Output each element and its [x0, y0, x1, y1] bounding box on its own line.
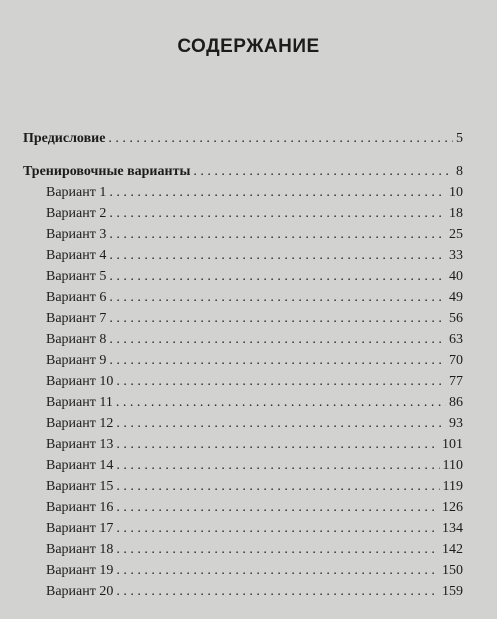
dot-leader: [116, 434, 439, 455]
toc-entry-variant[interactable]: [23, 455, 463, 476]
toc-entry-variant[interactable]: [23, 371, 463, 392]
toc-entry-label: Вариант 2: [46, 206, 107, 221]
toc-entry-label: Вариант 11: [46, 395, 113, 410]
toc-entry-variant[interactable]: [23, 476, 463, 497]
page-title: СОДЕРЖАНИЕ: [177, 36, 320, 57]
toc-entry-page: 63: [449, 332, 463, 347]
table-of-contents: [23, 128, 463, 602]
toc-entry-page: 40: [449, 269, 463, 284]
dot-leader: [116, 476, 439, 497]
dot-leader: [109, 203, 446, 224]
toc-entry-page: 18: [449, 206, 463, 221]
toc-entry-label: Вариант 4: [46, 248, 107, 263]
toc-entry-variant[interactable]: [23, 560, 463, 581]
toc-entry-variant[interactable]: [23, 245, 463, 266]
toc-entry-label: Вариант 18: [46, 542, 114, 557]
dot-leader: [116, 371, 446, 392]
toc-entry-label: Вариант 14: [46, 458, 114, 473]
toc-entry-page: 93: [449, 416, 463, 431]
toc-entry-page: 77: [449, 374, 463, 389]
toc-entry-page: 5: [456, 131, 463, 146]
toc-entry-label: Тренировочные варианты: [23, 164, 191, 179]
dot-leader: [109, 245, 446, 266]
dot-leader: [109, 266, 446, 287]
dot-leader: [109, 350, 446, 371]
toc-entry-label: Вариант 10: [46, 374, 114, 389]
toc-entry-variant[interactable]: [23, 266, 463, 287]
toc-entry-variant[interactable]: [23, 497, 463, 518]
toc-entry-page: 70: [449, 353, 463, 368]
toc-entry-page: 25: [449, 227, 463, 242]
toc-entry-variant[interactable]: [23, 434, 463, 455]
toc-entry-variant[interactable]: [23, 182, 463, 203]
toc-entry-label: Вариант 3: [46, 227, 107, 242]
dot-leader: [116, 560, 439, 581]
dot-leader: [116, 539, 439, 560]
toc-entry-variant[interactable]: [23, 518, 463, 539]
toc-entry-page: 49: [449, 290, 463, 305]
toc-entry-label: Вариант 17: [46, 521, 114, 536]
toc-entry-label: Вариант 12: [46, 416, 114, 431]
toc-entry-variant[interactable]: [23, 287, 463, 308]
dot-leader: [109, 182, 446, 203]
toc-entry-page: 56: [449, 311, 463, 326]
toc-entry-variant[interactable]: [23, 329, 463, 350]
dot-leader: [109, 329, 446, 350]
toc-entry-section[interactable]: [23, 161, 463, 182]
variant-list: [23, 182, 463, 602]
toc-entry-preface[interactable]: [23, 128, 463, 149]
dot-leader: [116, 455, 439, 476]
toc-entry-page: 86: [449, 395, 463, 410]
dot-leader: [193, 161, 453, 182]
toc-entry-label: Вариант 20: [46, 584, 114, 599]
toc-entry-label: Вариант 7: [46, 311, 107, 326]
toc-entry-page: 101: [442, 437, 463, 452]
dot-leader: [116, 413, 446, 434]
dot-leader: [116, 497, 439, 518]
toc-entry-label: Вариант 9: [46, 353, 107, 368]
toc-entry-page: 8: [456, 164, 463, 179]
toc-entry-label: Вариант 1: [46, 185, 107, 200]
toc-entry-variant[interactable]: [23, 308, 463, 329]
dot-leader: [116, 518, 439, 539]
toc-entry-page: 150: [442, 563, 463, 578]
toc-entry-variant[interactable]: [23, 224, 463, 245]
toc-entry-label: Вариант 5: [46, 269, 107, 284]
dot-leader: [116, 581, 439, 602]
toc-entry-page: 33: [449, 248, 463, 263]
toc-entry-label: Вариант 16: [46, 500, 114, 515]
toc-entry-variant[interactable]: [23, 539, 463, 560]
toc-entry-label: Вариант 15: [46, 479, 114, 494]
toc-entry-page: 142: [442, 542, 463, 557]
toc-entry-label: Вариант 8: [46, 332, 107, 347]
toc-entry-variant[interactable]: [23, 413, 463, 434]
toc-entry-page: 134: [442, 521, 463, 536]
toc-entry-page: 10: [449, 185, 463, 200]
toc-entry-variant[interactable]: [23, 203, 463, 224]
dot-leader: [109, 308, 446, 329]
dot-leader: [109, 287, 446, 308]
toc-entry-variant[interactable]: [23, 392, 463, 413]
toc-entry-label: Вариант 6: [46, 290, 107, 305]
toc-entry-page: 119: [442, 479, 463, 494]
toc-entry-label: Предисловие: [23, 131, 106, 146]
toc-entry-label: Вариант 19: [46, 563, 114, 578]
toc-entry-page: 110: [442, 458, 463, 473]
dot-leader: [116, 392, 446, 413]
toc-entry-label: Вариант 13: [46, 437, 114, 452]
toc-entry-variant[interactable]: [23, 350, 463, 371]
dot-leader: [108, 128, 453, 149]
toc-entry-variant[interactable]: [23, 581, 463, 602]
dot-leader: [109, 224, 446, 245]
toc-entry-page: 159: [442, 584, 463, 599]
toc-entry-page: 126: [442, 500, 463, 515]
